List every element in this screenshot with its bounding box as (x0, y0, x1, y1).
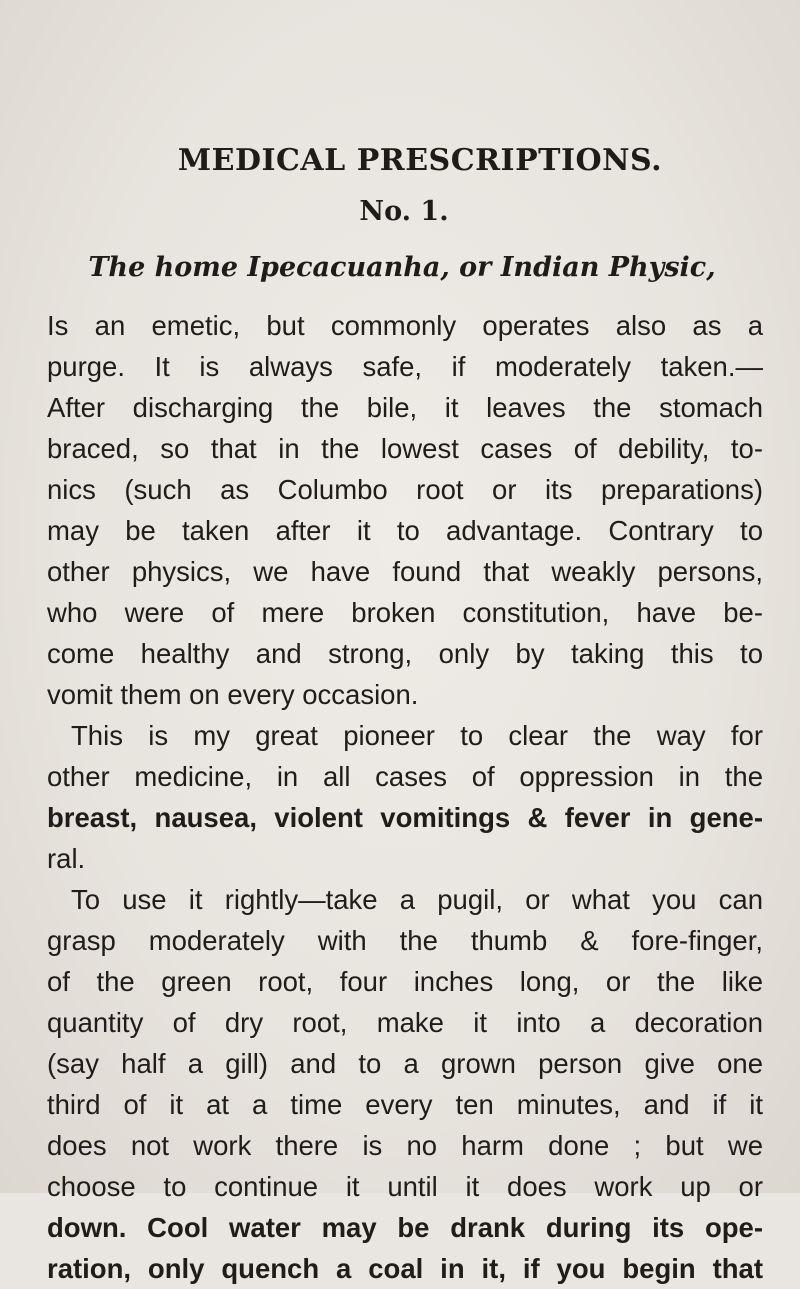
text-line: breast, nausea, violent vomitings & fever in gene- (47, 802, 763, 833)
text-line: who were of mere broken constitution, have be- (47, 597, 763, 628)
text-line: To use it rightly—take a pugil, or what you can (71, 884, 763, 915)
text-line: (say half a gill) and to a grown person give one (47, 1048, 763, 1079)
text-line: grasp moderately with the thumb & fore-finger, (47, 925, 763, 956)
text-line: purge. It is always safe, if moderately taken.— (47, 351, 763, 382)
prescription-body (47, 305, 763, 1289)
text-line: Is an emetic, but commonly operates also as a (47, 310, 763, 341)
text-line: vomit them on every occasion. (47, 679, 419, 710)
text-line: This is my great pioneer to clear the way for (71, 720, 763, 751)
text-line: of the green root, four inches long, or the like (47, 966, 763, 997)
text-line: down. Cool water may be drank during its ope- (47, 1212, 763, 1243)
text-line: third of it at a time every ten minutes, and if it (47, 1089, 763, 1120)
text-line: ral. (47, 843, 86, 874)
text-line: braced, so that in the lowest cases of debility, to- (47, 433, 763, 464)
text-line: quantity of dry root, make it into a decoration (47, 1007, 763, 1038)
text-line: may be taken after it to advantage. Contrary to (47, 515, 763, 546)
prescription-number: No. 1. (359, 196, 449, 227)
section-heading: MEDICAL PRESCRIPTIONS. (177, 143, 663, 178)
text-line: other physics, we have found that weakly persons, (47, 556, 763, 587)
text-line: does not work there is no harm done ; but we (47, 1130, 763, 1161)
text-line: other medicine, in all cases of oppression in the (47, 761, 763, 792)
text-line: come healthy and strong, only by taking this to (47, 638, 763, 669)
prescription-title: The home Ipecacuanha, or Indian Physic, (88, 252, 716, 283)
text-line: nics (such as Columbo root or its preparations) (47, 474, 763, 505)
text-line: choose to continue it until it does work up or (47, 1171, 763, 1202)
text-line: ration, only quench a coal in it, if you begin that (47, 1253, 763, 1284)
text-line: After discharging the bile, it leaves the stomach (47, 392, 763, 423)
